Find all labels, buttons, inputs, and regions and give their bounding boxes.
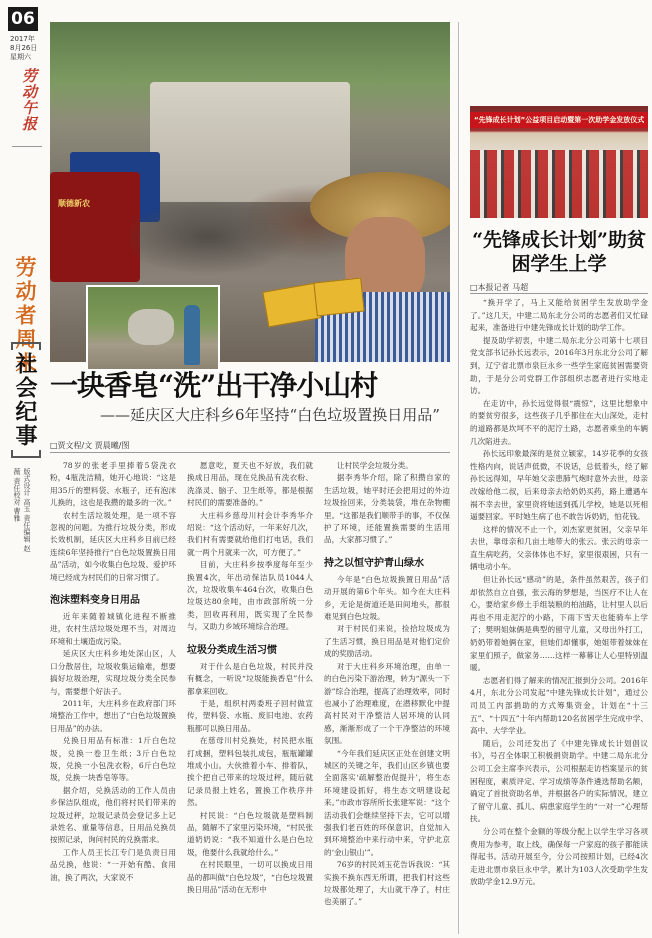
- side-byline: □本报记者 马超: [470, 283, 529, 292]
- inset-photo: [86, 285, 220, 371]
- main-subhead: ——延庆区大庄科乡6年坚持“白色垃圾置换日用品”: [100, 406, 440, 424]
- byline-divider: [50, 452, 450, 453]
- garbage-bag-shape: [128, 309, 174, 345]
- paragraph: 但让孙长远“感动”的是，条件虽然艰苦，孩子们却依然自立自强，张云海的梦想是，当医疗不让人在心，要给家乡修土手组装粮的柏油路，让村里人以后再也不用走泥泞的小路，下雨下雪天也能骑车上学了；樊明姐妹俩是典型的留守儿童，又母出外打工，奶奶带着她俩在家，但她们却懂事，她姐带着妹妹在家里们照子，做家务……这样一幕幕让人心里特别温暖。: [470, 575, 648, 673]
- students-shape: [470, 150, 648, 218]
- issue-date: 8月26日: [10, 44, 38, 52]
- side-byline-divider: [470, 293, 648, 294]
- paragraph: 2011年，大庄科乡在政府部门环境整治工作中，想出了“白色垃圾置换日用品”的办法。: [50, 698, 176, 733]
- paragraph: 这样的情况不止一个，刘杰家更贫困，父亲早年去世，靠母亲和几亩土地带大的张云。张云的母亲一直生病吃药，父亲体体也不好，家里很艰困，只有一辆电动小车。: [470, 524, 648, 572]
- subheading: 泡沫塑料变身日用品: [50, 595, 140, 607]
- paragraph: 愿意吃，夏天也不好放，我们就换成日用品，现在兑换品有洗衣粉、洗涤灵、脑子、卫生纸等，都是根据村民们的需要准备的。”: [187, 461, 313, 508]
- paragraph: 让村民学会垃圾分类。: [336, 461, 413, 470]
- column-divider: [458, 22, 459, 934]
- paragraph: 提及助学初衷，中建二局东北分公司第十七项目党支部书记孙长远表示，2016年3月东北分公司了解到，辽宁省北票市泉巨永乡一些学生家庭贫困需要资助，于是分公司党群工作部组织志愿者进行实地走访。: [470, 335, 648, 396]
- subheading: 垃圾分类成生活习惯: [187, 644, 277, 656]
- paragraph: 近年来随着城镇化进程不断推进，农村生活垃圾处理不当，对周边环境和土壤造成污染。: [50, 612, 176, 646]
- paragraph: 村民说：“白色垃圾就是塑料制品，随解不了家里污染环境，“村民张道奶奶说：“我不知道什么是白色垃圾，他要什么我就给什么。”: [187, 810, 313, 857]
- paragraph: 76岁的村民刘玉花告诉我说：“其实换不换东西无所谓，把我们村这些垃圾都处理了，大山就干净了，村庄也美丽了。”: [324, 860, 450, 907]
- paragraph: 对于村民们来说，捡拾垃圾成为了生活习惯，换日用品是对他们定价成的奖励活动。: [324, 624, 450, 659]
- paragraph: 对于大庄科乡环境治理，由单一的白色污染下游治理，转为“源头一下游”综合治理，提高了治理效率，同时也减小了治理难度，在潜移默化中提高村民对干净整洁人居环境的认同感，渐渐形成了一个干净整洁的环境氛围。: [324, 661, 450, 746]
- article-column-1: [50, 460, 176, 934]
- main-headline: 一块香皂“洗”出干净小山村: [50, 369, 378, 402]
- masthead-logo: 劳动午报: [20, 68, 38, 132]
- paragraph: 兑换日用品有标准：1斤白色垃圾，兑换一卷卫生纸；3斤白色垃圾，兑换一小包洗衣粉，6斤白色垃圾，兑换一块香皂等等。: [50, 736, 176, 783]
- section-bracket-top: [11, 342, 41, 350]
- paragraph: 在慈母川村兑换处，村民把水瓶打成捆，塑料包装扎成包，瓶瓶罐罐堆成小山。大伙推着小车、排着队，挨个把自己带来的垃圾过秤，随后就记录员报上姓名，置换工作秩序井然。: [187, 736, 313, 808]
- paragraph: 随后，公司还发出了《中建先锋成长计划倡议书》，号召全体职工积极捐资助学。中建二局东北分公司工会主席李兴表示，公司根据走访档案显示的贫困程度，素质评定、学习成绩等条件遴选帮助名额，确定了首批资助名单，并根据各户的实际情况，建立了留守儿童、孤儿、病患家庭学生的“一对一”心理帮扶。: [470, 738, 648, 824]
- paragraph: 据李秀华介绍，除了积攒自家的生活垃圾，她平时还会把用过的外边垃圾捡回来，分类装袋，堆在杂物棚里。“这都是我们顺带手的事，不仅保护了环境，还能置换需要的生活用品，大家都习惯了。”: [324, 473, 450, 545]
- paragraph: 在村民眼里，一切可以换成日用品的都叫做“白色垃圾”，“白色垃圾置换日用品”活动在无形中: [187, 860, 313, 894]
- issue-year: 2017年: [10, 35, 35, 43]
- cart-label: 顺德新农: [58, 199, 90, 208]
- paragraph: 据介绍，兑换活动的工作人员由乡保洁队组成，他们将村民们带来的垃圾过秤，垃圾记录员会登记多上记录姓名、重量等信息，日用品兑换员按照记录，询问村民的兑换需求。: [50, 785, 176, 845]
- article-column-2: [187, 460, 313, 934]
- worker-shape: [184, 305, 200, 365]
- paragraph: 孙长远印象最深的是贫立颖家，14岁花季的女孩性格内向，说话声低微，不说话，总低着头，经了解孙长远得知，早年她父亲患肺气炮时意外去世，母亲改嫁给他二叔，后来母亲去给奶奶买药，路上遭遇车祸不幸去世，家里资将她送到孤儿学校，她是以死相逼要回家。平时她生病了也不敢告诉奶奶，怕花钱。: [470, 449, 648, 522]
- paragraph: 志愿者们得了解来的情况汇报到分公司。2016年4月，东北分公司发起“中建先锋成长计划”，通过公司员工内部捐助的方式筹集资金，计划在“十三五”、“十四五”十年内帮助120名贫困学生完成中学、高中、大学学业。: [470, 675, 648, 736]
- section-bracket-bottom: [11, 450, 41, 458]
- masthead-divider: [12, 146, 42, 147]
- paragraph: 于是，组织村两委班子回村做宣传，塑料袋、水瓶、废旧电池、农药瓶都可以换日用品。: [187, 698, 313, 733]
- side-photo: [470, 106, 648, 218]
- editor-credits: 版式设计 高玉 责任编辑 赵薇 责任校对 曹雅: [13, 468, 31, 552]
- issue-weekday: 星期六: [10, 53, 31, 61]
- paragraph: “换开学了，马上又能给贫困学生发放助学金了。”这几天，中建二局东北分公司的志愿者们又忙碌起来，准备进行中建先锋成长计划的助学工作。: [470, 298, 648, 333]
- soap-box-shape: [262, 283, 321, 328]
- section-weekly-title: 劳动者周末: [13, 256, 38, 376]
- paragraph: “今年我们延庆区正处在创建文明城区的关键之年，我们山区乡镇也要全面落实‘疏解整治促提升’，将生态环境建设抓好，将生态文明建设起来。”市政市容所所长张建军说：“这个活动我们会继续坚持下去，它可以增强我们老百姓的环保意识，自觉加入到环境整治中来行动中来，守护北京的‘金山银山’”。: [324, 748, 450, 857]
- soap-box-shape: [313, 278, 364, 317]
- page-number: 06: [8, 7, 38, 31]
- section-title: 社会纪事: [12, 352, 38, 448]
- paragraph: 目前，大庄科乡按季度每年至少换置4次，年出动保洁队员1044人次，垃圾收集车464台次，收集白色垃圾达80余吨，由市政部所统一分类，回收再利用，既实现了全民参与，又助力乡域环境综合治理。: [187, 560, 313, 632]
- paragraph: 78岁的张老手里捧着5袋洗衣粉，4瓶洗洁精，她开心地说：“这是用35斤的塑料袋、水瓶子，还有泡沫儿换的，这也是我攒的最多的一次。”: [50, 461, 176, 508]
- event-banner: “先锋成长计划”公益项目启动暨第一次助学金发放仪式: [470, 112, 648, 128]
- subheading: 持之以恒守护青山绿水: [324, 557, 424, 569]
- paragraph: 大庄科乡慈母川村会计李秀华介绍说：“这个活动好，一年来好几次，我们村有需要就给他们打电话，我们就一两个月就来一次，可方便了。”: [187, 510, 313, 557]
- paragraph: 今年是“白色垃圾换置日用品”活动开展的第6个年头。如今在大庄科乡，无论是街道还是田间地头，都很难见到白色垃圾。: [324, 574, 450, 622]
- article-column-3: [324, 460, 450, 934]
- red-cart-shape: [50, 172, 140, 282]
- paragraph: 农村生活垃圾处理，是一项不容忽视的问题。为推行垃圾分类，形成长效机制，延庆区大庄科乡目前已经连续6年坚持推行“白色垃圾置换日用品”活动，如今收集白色垃圾、爱护环境已经成为村民们的日常习惯了。: [50, 510, 176, 582]
- paragraph: 对于什么是白色垃圾，村民并没有概念，一听说“垃圾能换香皂”什么都拿来回收。: [187, 661, 313, 696]
- paragraph: 在走访中，孙长远觉得很“震惊”，这里比想象中的要贫穷很多，这些孩子几乎都住在大山深处，走村的道路都是坎坷不平的泥泞土路，志愿者乘坐的车辆几次陷进去。: [470, 398, 648, 446]
- paragraph: 工作人员王长江专门是负责日用品兑换，他说：“一开始有酷、食用油，换了两次，大家说不: [50, 847, 176, 882]
- paragraph: 分公司在整个金额的等级分配上以学生学习各项费用为参考，取上线，确保每一户家庭的孩子都能读得起书。活动开展至今，分公司按照计划，已经4次走进北票市泉巨永中学，累计为103人次受助学生发放助学金12.9万元。: [470, 826, 648, 887]
- side-article-body: [470, 297, 648, 937]
- paragraph: 延庆区大庄科乡地处深山区，人口分散居住，垃圾收集运输难，想要搞好垃圾治理，实现垃圾分类全民参与，需要想个好法子。: [50, 649, 176, 696]
- main-byline: □贾文程/文 贾晨曦/图: [50, 441, 130, 450]
- side-headline: “先锋成长计划”助贫困学生上学: [472, 229, 646, 275]
